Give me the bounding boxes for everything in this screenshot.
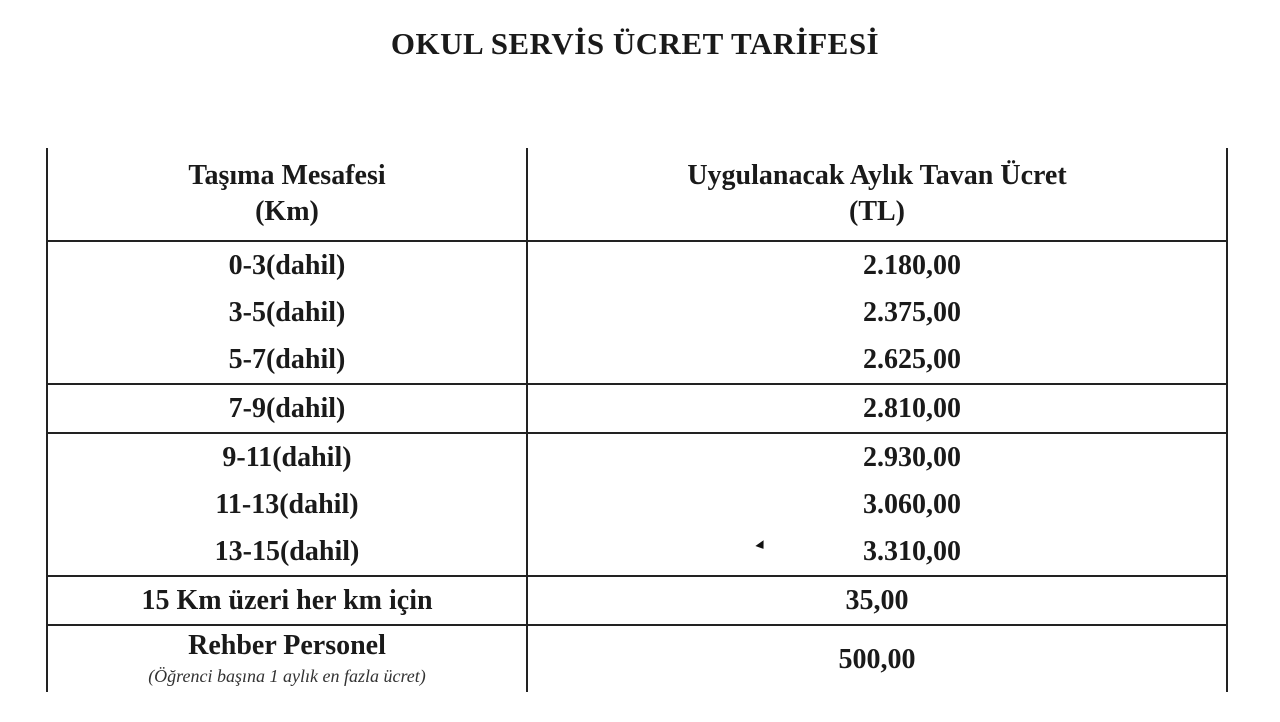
fee-cell: 2.930,00 [527, 433, 1227, 481]
table-row [47, 336, 1227, 384]
table-row [47, 241, 1227, 289]
page-title: OKUL SERVİS ÜCRET TARİFESİ [390, 26, 880, 61]
tariff-table-container [46, 148, 1226, 694]
tariff-table [46, 148, 1228, 692]
guide-staff-fee-cell: 500,00 [527, 625, 1227, 692]
guide-staff-cell [47, 625, 527, 692]
distance-cell: 15 Km üzeri her km için [47, 576, 527, 625]
guide-staff-note: (Öğrenci başına 1 aylık en fazla ücret) [148, 666, 426, 686]
distance-header-line2: (Km) [255, 196, 319, 227]
guide-staff-row [47, 625, 1227, 692]
fee-cell: 2.625,00 [527, 336, 1227, 384]
fee-cell: 35,00 [527, 576, 1227, 625]
fee-cell: 2.375,00 [527, 289, 1227, 336]
distance-cell: 7-9(dahil) [47, 384, 527, 433]
table-row [47, 576, 1227, 625]
distance-column-header [47, 148, 527, 241]
fee-column-header [527, 148, 1227, 241]
table-header-row [47, 148, 1227, 241]
guide-staff-label: Rehber Personel [188, 630, 386, 661]
distance-cell: 3-5(dahil) [47, 289, 527, 336]
table-row [47, 289, 1227, 336]
fee-header-line1: Uygulanacak Aylık Tavan Ücret [687, 160, 1067, 191]
fee-cell: 2.180,00 [527, 241, 1227, 289]
fee-cell: 3.060,00 [527, 481, 1227, 528]
distance-header-line1: Taşıma Mesafesi [188, 160, 386, 191]
table-row [47, 433, 1227, 481]
distance-cell: 11-13(dahil) [47, 481, 527, 528]
distance-cell: 13-15(dahil) [47, 528, 527, 576]
distance-cell: 5-7(dahil) [47, 336, 527, 384]
table-row [47, 384, 1227, 433]
table-row [47, 528, 1227, 576]
distance-cell: 0-3(dahil) [47, 241, 527, 289]
fee-cell: 2.810,00 [527, 384, 1227, 433]
distance-cell: 9-11(dahil) [47, 433, 527, 481]
table-row [47, 481, 1227, 528]
fee-cell: 3.310,00 [527, 528, 1227, 576]
fee-header-line2: (TL) [849, 196, 905, 227]
